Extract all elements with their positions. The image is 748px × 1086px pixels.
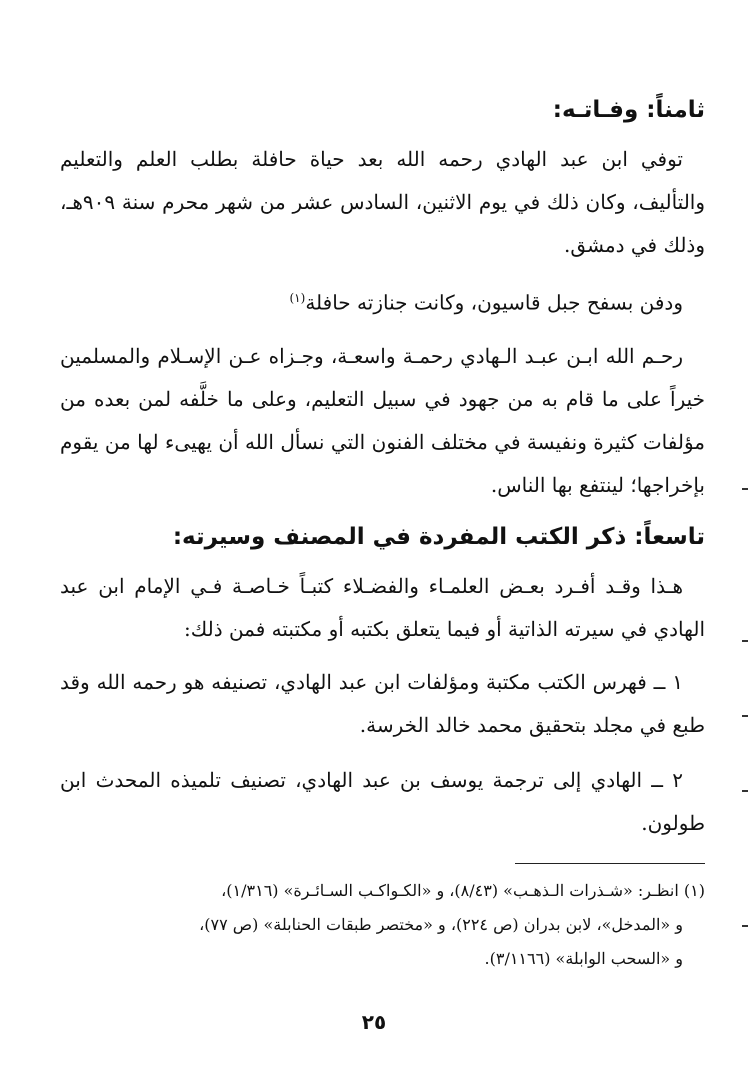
footnote-line: و «السحب الوابلة» (٣/١١٦٦). bbox=[484, 948, 683, 968]
paragraph-books-intro: هـذا وقـد أفـرد بعـض العلمـاء والفضـلاء كتبـاً خـاصـة فـي الإمام ابن عبد الهادي في سيرته الذاتية أو فيما يتعلق بكتبه أو مكتبته فمن ذلك: bbox=[60, 573, 705, 641]
paragraph-death: توفي ابن عبد الهادي رحمه الله بعد حياة حافلة بطلب العلم والتعليم والتأليف، وكان ذلك في يوم الاثنين، السادس عشر من شهر محرم سنة ٩٠٩هـ، وذلك في دمشق. bbox=[60, 147, 705, 257]
footnote-divider bbox=[515, 863, 705, 864]
footnote bbox=[60, 874, 705, 976]
footnote-ref[interactable]: (١) bbox=[289, 291, 306, 305]
edge-mark bbox=[742, 715, 748, 717]
list-item: ٢ ــ الهادي إلى ترجمة يوسف بن عبد الهادي، تصنيف تلميذه المحدث ابن طولون. bbox=[60, 767, 705, 835]
section-heading-death: ثامناً: وفـاتـه: bbox=[552, 97, 705, 123]
list-item: ١ ــ فهرس الكتب مكتبة ومؤلفات ابن عبد الهادي، تصنيفه هو رحمه الله وقد طبع في مجلد بتحقيق محمد خالد الخرسة. bbox=[60, 669, 705, 737]
page-body bbox=[60, 90, 705, 976]
edge-mark bbox=[742, 790, 748, 792]
paragraph-burial bbox=[60, 277, 705, 325]
footnote-line: (١) انظـر: «شـذرات الـذهـب» (٨/٤٣)، و «الكـواكـب السـائـرة» (١/٣١٦)، bbox=[221, 880, 705, 900]
burial-text: ودفن بسفح جبل قاسيون، وكانت جنازته حافلة bbox=[305, 290, 683, 315]
edge-mark bbox=[742, 488, 748, 490]
section-heading-books: تاسعاً: ذكر الكتب المفردة في المصنف وسيرته: bbox=[172, 523, 705, 550]
page-number: ٢٥ bbox=[361, 1010, 387, 1034]
footnote-line: و «المدخل»، لابن بدران (ص ٢٢٤)، و «مختصر طبقات الحنابلة» (ص ٧٧)، bbox=[199, 914, 683, 934]
paragraph-prayer: رحـم الله ابـن عبـد الـهادي رحمـة واسعـة، وجـزاه عـن الإسـلام والمسلمين خيراً على ما قام به من جهود في سبيل التعليم، وعلى ما خلَّفه لمن بعده من مؤلفات كثيرة ونفيسة في مختلف الفنون التي نسأل الله أن يهيىء لها من يقوم بإخراجها؛ لينتفع بها الناس. bbox=[60, 343, 705, 497]
edge-mark bbox=[742, 640, 748, 642]
edge-mark bbox=[742, 925, 748, 927]
